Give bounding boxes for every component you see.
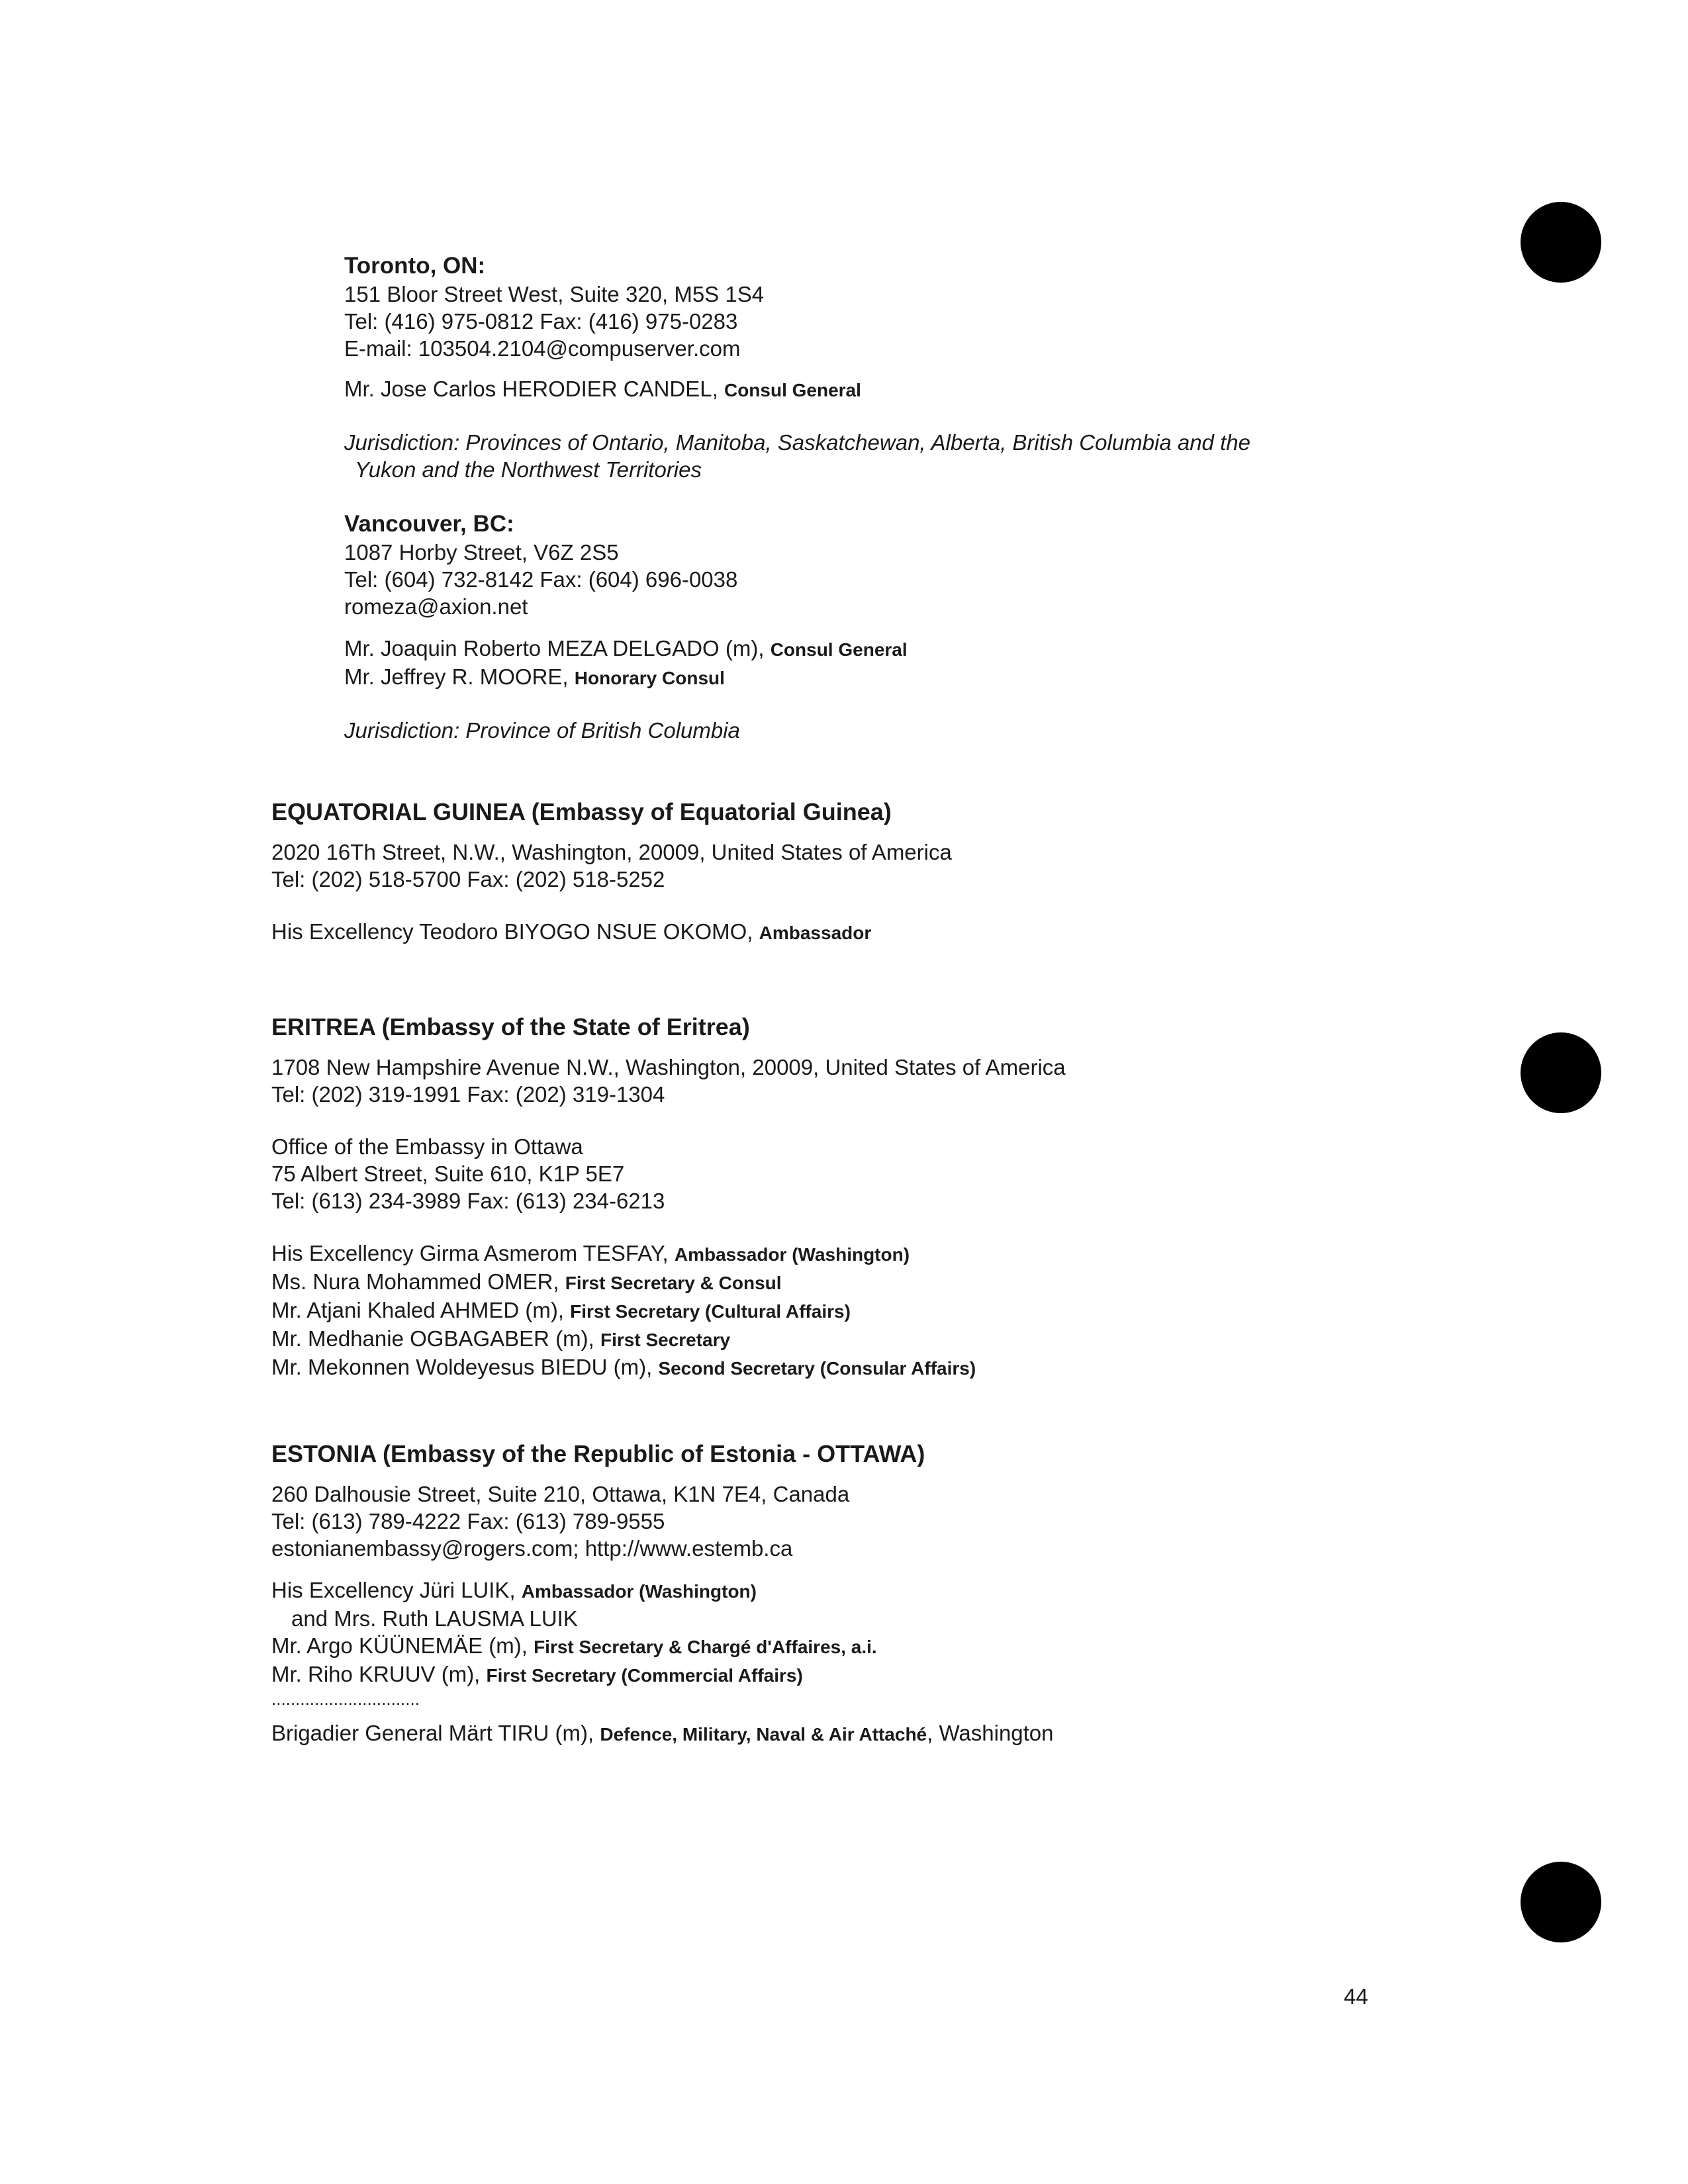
person-title: Ambassador (Washington) xyxy=(521,1581,757,1602)
person-name: His Excellency Jüri LUIK, xyxy=(271,1578,516,1602)
person-entry xyxy=(271,1661,1463,1689)
person-name: Mr. Mekonnen Woldeyesus BIEDU (m), xyxy=(271,1355,653,1379)
email-line: romeza@axion.net xyxy=(344,594,528,619)
tel-fax-line: Tel: (604) 732-8142 Fax: (604) 696-0038 xyxy=(344,567,738,592)
jurisdiction-line: Jurisdiction: Provinces of Ontario, Manitoba, Saskatchewan, Alberta, British Columbia and the xyxy=(344,430,1250,455)
person-entry xyxy=(271,918,1463,946)
person-title: First Secretary & Consul xyxy=(565,1273,782,1293)
person-name: His Excellency Girma Asmerom TESFAY, xyxy=(271,1241,669,1265)
person-entry xyxy=(271,1297,1463,1325)
punch-hole-top xyxy=(1521,202,1601,283)
person-title: First Secretary & Chargé d'Affaires, a.i. xyxy=(534,1637,877,1657)
person-entry xyxy=(271,1719,1463,1748)
person-location: , Washington xyxy=(927,1721,1054,1745)
person-name: Mr. Joaquin Roberto MEZA DELGADO (m), xyxy=(344,636,765,660)
person-title: Consul General xyxy=(770,639,908,660)
person-name: Mr. Riho KRUUV (m), xyxy=(271,1662,481,1686)
estonia-section xyxy=(271,1439,1463,1748)
person-title: Ambassador xyxy=(759,923,872,943)
page-number: 44 xyxy=(1344,1984,1368,2009)
separator-dots: ............................... xyxy=(271,1689,420,1709)
office-label: Office of the Embassy in Ottawa xyxy=(271,1134,583,1159)
person-name: His Excellency Teodoro BIYOGO NSUE OKOMO, xyxy=(271,919,753,944)
section-heading: Vancouver, BC: xyxy=(344,511,514,537)
person-name: Mr. Jeffrey R. MOORE, xyxy=(344,664,569,689)
person-title: First Secretary xyxy=(600,1330,731,1350)
address-line: 75 Albert Street, Suite 610, K1P 5E7 xyxy=(271,1161,625,1186)
tel-fax-line: Tel: (202) 319-1991 Fax: (202) 319-1304 xyxy=(271,1082,665,1107)
address-line: 1708 New Hampshire Avenue N.W., Washington, 20009, United States of America xyxy=(271,1055,1066,1079)
email-line: E-mail: 103504.2104@compuserver.com xyxy=(344,336,741,361)
tel-fax-line: Tel: (613) 234-3989 Fax: (613) 234-6213 xyxy=(271,1189,665,1213)
eritrea-section xyxy=(271,1013,1463,1382)
email-web-line: estonianembassy@rogers.com; http://www.estemb.ca xyxy=(271,1536,793,1561)
jurisdiction-line: Yukon and the Northwest Territories xyxy=(355,457,702,482)
person-entry xyxy=(271,1240,1463,1268)
section-heading: ERITREA (Embassy of the State of Eritrea) xyxy=(271,1013,750,1040)
person-entry xyxy=(271,1632,1463,1661)
person-name: Mr. Medhanie OGBAGABER (m), xyxy=(271,1326,594,1351)
equatorial-guinea-section xyxy=(271,797,1463,946)
tel-fax-line: Tel: (613) 789-4222 Fax: (613) 789-9555 xyxy=(271,1509,665,1533)
spouse-line: and Mrs. Ruth LAUSMA LUIK xyxy=(291,1606,578,1631)
person-title: Defence, Military, Naval & Air Attaché xyxy=(600,1724,927,1745)
address-line: 260 Dalhousie Street, Suite 210, Ottawa, K1N 7E4, Canada xyxy=(271,1482,850,1506)
section-heading: Toronto, ON: xyxy=(344,253,486,279)
person-entry xyxy=(344,635,1470,663)
address-line: 1087 Horby Street, V6Z 2S5 xyxy=(344,540,619,565)
person-title: Honorary Consul xyxy=(574,668,725,688)
person-name: Ms. Nura Mohammed OMER, xyxy=(271,1269,559,1294)
person-entry xyxy=(271,1353,1463,1382)
person-title: First Secretary (Commercial Affairs) xyxy=(486,1665,803,1686)
person-name: Mr. Jose Carlos HERODIER CANDEL, xyxy=(344,377,718,401)
person-title: Consul General xyxy=(724,380,861,400)
vancouver-section xyxy=(344,510,1470,744)
person-entry xyxy=(271,1576,1463,1605)
person-name: Brigadier General Märt TIRU (m), xyxy=(271,1721,594,1745)
address-line: 2020 16Th Street, N.W., Washington, 20009, United States of America xyxy=(271,840,952,864)
toronto-section xyxy=(344,251,1470,483)
person-name: Mr. Atjani Khaled AHMED (m), xyxy=(271,1298,564,1322)
jurisdiction-line: Jurisdiction: Province of British Columbia xyxy=(344,718,740,743)
person-entry xyxy=(344,663,1470,692)
punch-hole-bottom xyxy=(1521,1862,1601,1942)
punch-hole-middle xyxy=(1521,1032,1601,1113)
address-line: 151 Bloor Street West, Suite 320, M5S 1S4 xyxy=(344,282,765,306)
person-title: Ambassador (Washington) xyxy=(674,1244,910,1265)
tel-fax-line: Tel: (416) 975-0812 Fax: (416) 975-0283 xyxy=(344,309,738,334)
tel-fax-line: Tel: (202) 518-5700 Fax: (202) 518-5252 xyxy=(271,867,665,891)
person-entry xyxy=(344,375,1470,404)
person-entry xyxy=(271,1268,1463,1297)
section-heading: ESTONIA (Embassy of the Republic of Estonia - OTTAWA) xyxy=(271,1440,925,1467)
person-name: Mr. Argo KÜÜNEMÄE (m), xyxy=(271,1633,528,1658)
person-title: Second Secretary (Consular Affairs) xyxy=(658,1358,976,1379)
section-heading: EQUATORIAL GUINEA (Embassy of Equatorial Guinea) xyxy=(271,798,892,825)
person-title: First Secretary (Cultural Affairs) xyxy=(570,1301,851,1322)
person-entry xyxy=(271,1325,1463,1353)
